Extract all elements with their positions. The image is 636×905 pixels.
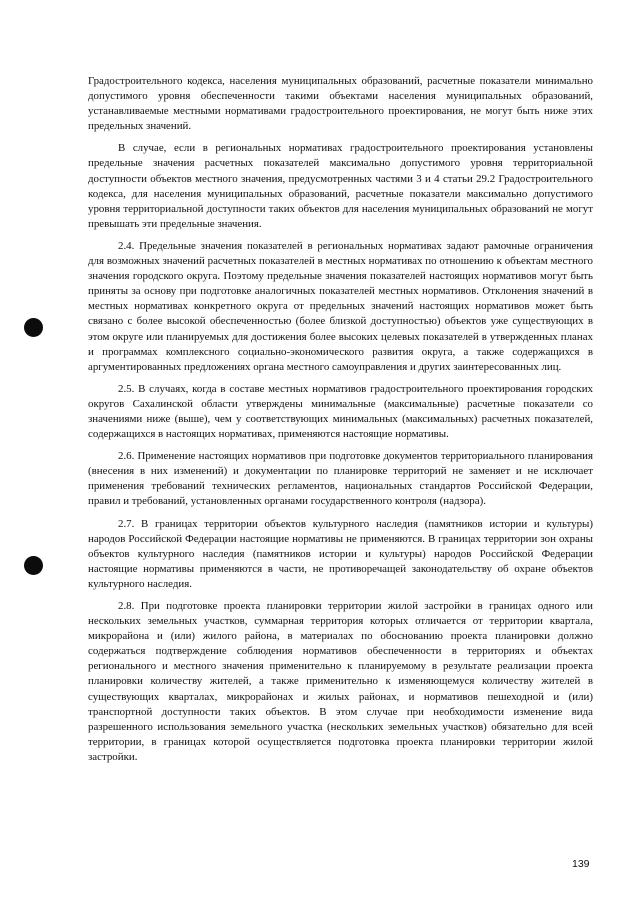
document-body — [88, 74, 593, 772]
binder-hole-lower — [24, 556, 43, 575]
paragraph-2-5: 2.5. В случаях, когда в составе местных нормативов градостроительного проектирования городских округов Сахалинской области утверждены минимальные (максимальные) расчетные показатели со значениями ниже (выше), чем у соответствующих минимальных (максимальных) расчетных показателей, содержащихся в настоящих нормативах, применяются настоящие нормативы. — [88, 382, 593, 441]
paragraph-2-6: 2.6. Применение настоящих нормативов при подготовке документов территориального планирования (внесения в них изменений) и документации по планировке территорий не заменяет и не исключает применения требований технических регламентов, национальных стандартов Российской Федерации, правил и требований, установленных органами государственного контроля (надзора). — [88, 450, 593, 508]
binder-hole-upper — [24, 318, 43, 337]
page-number: 139 — [572, 858, 590, 870]
paragraph-2-4: 2.4. Предельные значения показателей в региональных нормативах задают рамочные ограничения для возможных значений расчетных показателей в местных нормативах по отношению к объектам местного значения городского округа. Поэтому предельные значения показателей настоящих нормативов могут быть приняты за основу при подготовке аналогичных показателей местных нормативов. Отклонения значений в местных нормативах конкретного округа от предельных значений настоящих нормативов может быть связано с более высокой обеспеченностью (более близкой доступностью) объектов уже существующих в этом округе или планируемых для достижения более высоких целевых показателей в утвержденных планах и программах комплексного социально-экономического развития округа, а также содержащихся в аргументированных предложениях органа местного самоуправления и других заинтересованных лиц. — [88, 239, 593, 373]
paragraph-regional-limits: В случае, если в региональных нормативах градостроительного проектирования установлены предельные значения расчетных показателей максимально допустимого уровня территориальной доступности объектов местного значения, предусмотренных частями 3 и 4 статьи 29.2 Градостроительного кодекса, для населения муниципальных образований, расчетные показатели максимально допустимого уровня территориальной доступности таких объектов для населения муниципальных образований не могут превышать эти предельные значения. — [88, 142, 593, 230]
paragraph-2-7: 2.7. В границах территории объектов культурного наследия (памятников истории и культуры) народов Российской Федерации настоящие нормативы не применяются. В границах территории зон охраны объектов культурного наследия (памятников истории и культуры) народов Российской Федерации настоящие нормативы применяются в части, не противоречащей законодательству об охране объектов культурного наследия. — [88, 517, 593, 590]
paragraph-continuation: Градостроительного кодекса, населения муниципальных образований, расчетные показатели минимально допустимого уровня обеспеченности такими объектами населения муниципальных образований, устанавливаемые местными нормативами градостроительного проектирования, не могут быть ниже этих предельных значений. — [88, 75, 593, 133]
paragraph-2-8: 2.8. При подготовке проекта планировки территории жилой застройки в границах одного или нескольких земельных участков, суммарная территория которых отличается от территории квартала, микрорайона и (или) жилого района, в материалах по обоснованию проекта планировки должно содержаться подтверждение соблюдения нормативов обеспеченности в территориях и объектах регионального и местного значения применительно к планируемому в результате реализации проекта планировки количеству жителей, а также применительно к изменяющемуся количеству жителей в существующих кварталах, микрорайонах и жилых районах, и нормативов пешеходной и (или) транспортной доступности таких объектов. В этом случае при необходимости изменение вида разрешенного использования земельного участка (нескольких земельных участков) обязательно для всей территории, в границах которой осуществляется подготовка проекта планировки территории жилой застройки. — [88, 600, 593, 763]
